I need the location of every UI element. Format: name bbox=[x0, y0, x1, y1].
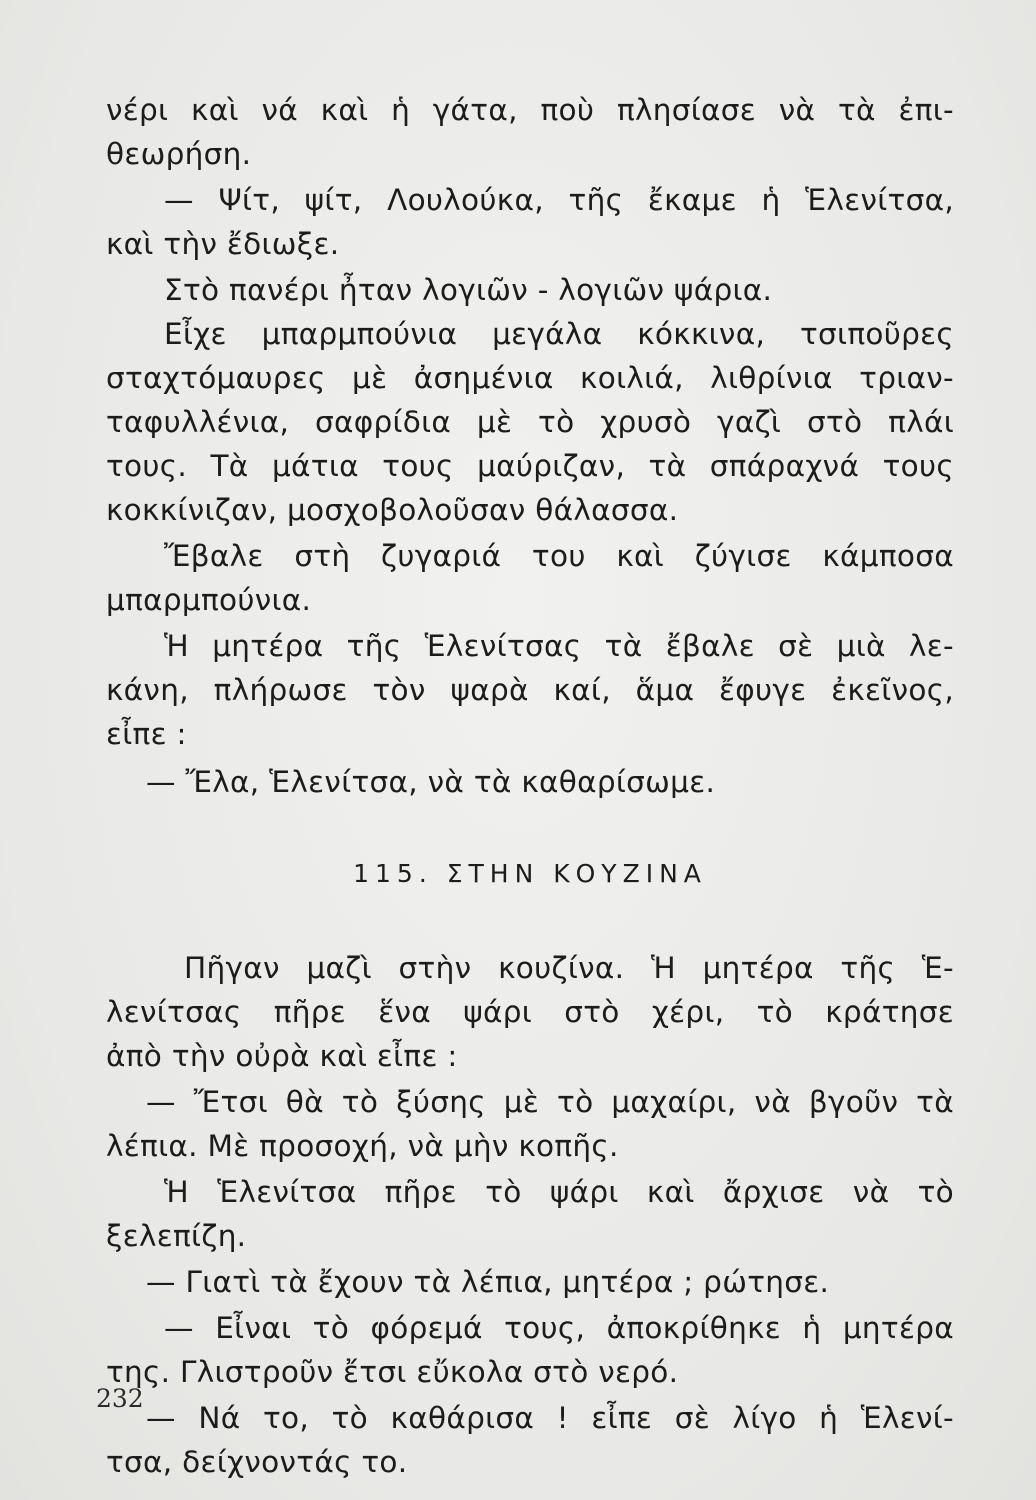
text-line: ξελεπίζη. bbox=[106, 1219, 247, 1253]
text-line: λέπια. Μὲ προσοχή, νὰ μὴν κοπῆς. bbox=[106, 1129, 619, 1163]
text-line: — Γιατὶ τὰ ἔχουν τὰ λέπια, μητέρα ; ρώτησε. bbox=[146, 1265, 830, 1299]
text-line: νέρι καὶ νά καὶ ἡ γάτα, ποὺ πλησίασε νὰ τὰ ἐπι- bbox=[106, 93, 954, 127]
text-line: κοκκίνιζαν, μοσχοβολοῦσαν θάλασσα. bbox=[106, 493, 679, 527]
text-line: εἶπε : bbox=[106, 717, 187, 751]
page-number: 232 bbox=[96, 1384, 144, 1413]
text-line: μπαρμπούνια. bbox=[106, 583, 312, 617]
text-line: — Ἔλα, Ἑλενίτσα, νὰ τὰ καθαρίσωμε. bbox=[146, 765, 716, 799]
text-line: καὶ τὴν ἔδιωξε. bbox=[106, 227, 340, 261]
text-line: θεωρήση. bbox=[106, 137, 252, 171]
text-line: Στὸ πανέρι ἦταν λογιῶν - λογιῶν ψάρια. bbox=[164, 273, 773, 307]
text-line: Ἡ Ἑλενίτσα πῆρε τὸ ψάρι καὶ ἄρχισε νὰ τὸ bbox=[164, 1175, 954, 1209]
text-line: Ἔβαλε στὴ ζυγαριά του καὶ ζύγισε κάμποσα bbox=[164, 539, 954, 573]
text-line: Ἡ μητέρα τῆς Ἑλενίτσας τὰ ἔβαλε σὲ μιὰ λε- bbox=[164, 629, 954, 663]
text-line: λενίτσας πῆρε ἕνα ψάρι στὸ χέρι, τὸ κράτησε bbox=[106, 995, 954, 1029]
text-line: ταφυλλένια, σαφρίδια μὲ τὸ χρυσὸ γαζὶ στὸ πλάι bbox=[106, 405, 954, 439]
text-line: Πῆγαν μαζὶ στὴν κουζίνα. Ἡ μητέρα τῆς Ἑ- bbox=[184, 951, 954, 985]
section-heading: 115. ΣΤΗΝ ΚΟΥΖΙΝΑ bbox=[353, 859, 707, 888]
text-line: — Ψίτ, ψίτ, Λουλούκα, τῆς ἔκαμε ἡ Ἑλενίτσα, bbox=[164, 183, 954, 217]
text-line: Εἶχε μπαρμπούνια μεγάλα κόκκινα, τσιποῦρες bbox=[164, 317, 954, 351]
text-line: — Ἔτσι θὰ τὸ ξύσης μὲ τὸ μαχαίρι, νὰ βγοῦν τὰ bbox=[146, 1085, 954, 1119]
text-line: — Εἶναι τὸ φόρεμά τους, ἀποκρίθηκε ἡ μητέρα bbox=[164, 1311, 954, 1345]
text-line: σταχτόμαυρες μὲ ἀσημένια κοιλιά, λιθρίνια τριαν- bbox=[106, 361, 954, 395]
text-line: ἀπὸ τὴν οὐρὰ καὶ εἶπε : bbox=[106, 1039, 458, 1073]
text-line: — Νά το, τὸ καθάρισα ! εἶπε σὲ λίγο ἡ Ἑλενί- bbox=[146, 1401, 954, 1435]
text-line: της. Γλιστροῦν ἔτσι εὔκολα στὸ νερό. bbox=[106, 1355, 679, 1389]
text-line: τσα, δείχνοντάς το. bbox=[106, 1445, 408, 1479]
text-line: τους. Τὰ μάτια τους μαύριζαν, τὰ σπάραχνά τους bbox=[106, 449, 954, 483]
text-line: κάνη, πλήρωσε τὸν ψαρὰ καί, ἅμα ἔφυγε ἐκεῖνος, bbox=[106, 673, 954, 707]
